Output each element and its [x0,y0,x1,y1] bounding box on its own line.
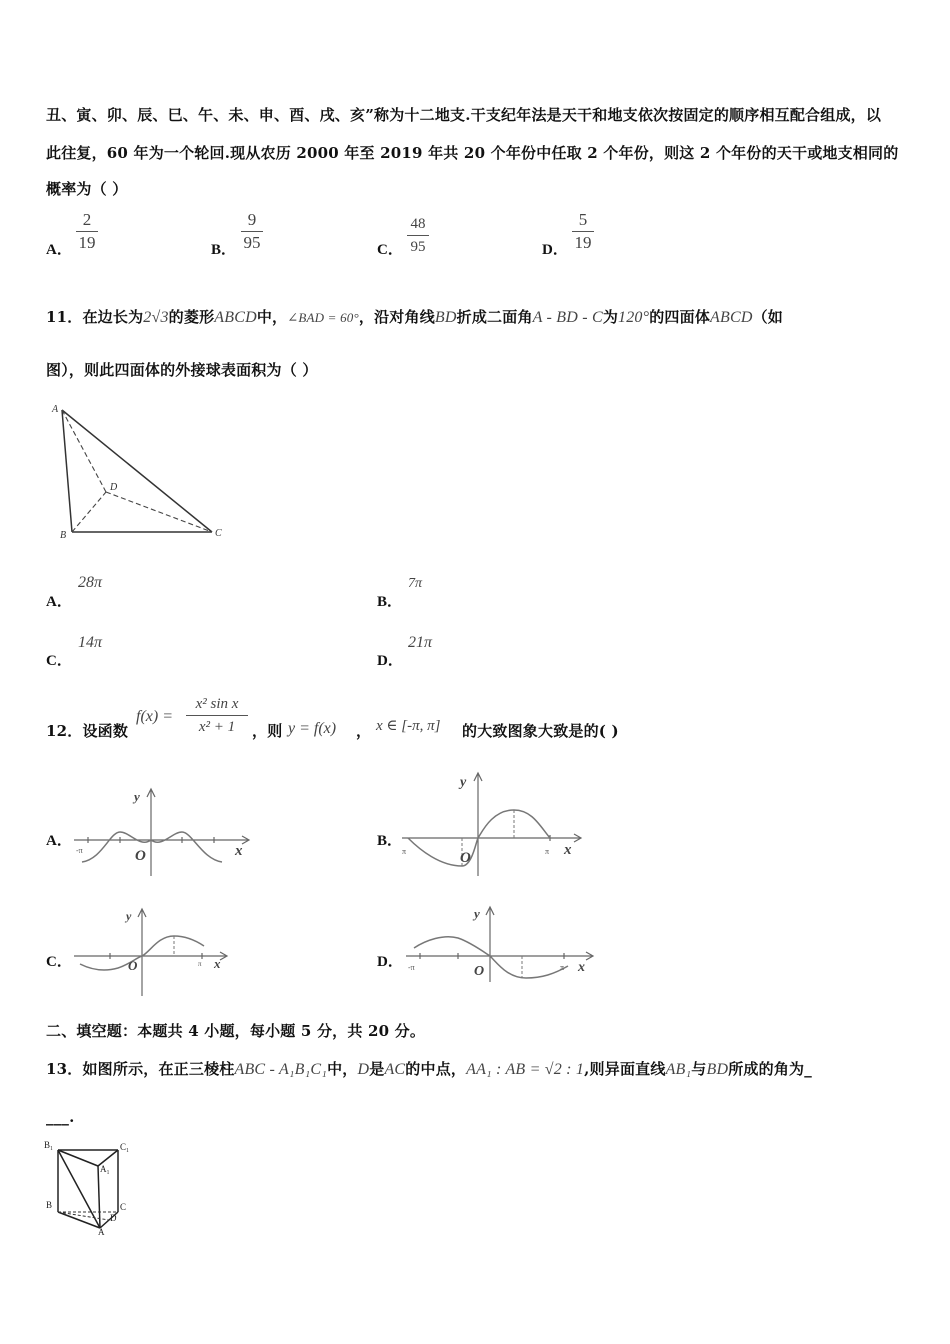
q11-option-a-label: A． [46,594,72,610]
q11-line1 [46,306,783,327]
q13-text-2: 中， [327,1060,358,1078]
q12-math-num: x² sin x [195,696,239,712]
q11-math-bd: BD [434,309,457,326]
q10-option-a-den: 19 [78,233,96,252]
q12a-origin-label: O [135,848,146,864]
q11-math-angle: ∠BAD = 60° [287,310,359,325]
q12-graph-b [400,770,586,878]
q12d-neg-pi-label: -π [408,963,415,972]
q12d-y-label: y [474,906,480,921]
q12a-x-label: x [235,843,243,859]
q11-math-tetra: ABCD [710,309,753,326]
q11-text-8: （如 [752,308,784,326]
q11-line2: 图），则此四面体的外接球表面积为（ ） [46,361,318,379]
q11-label-c: C [215,528,222,539]
q11-text-4: ，沿对角线 [358,308,435,326]
q13-math-ratio: AA₁ : AB = √2 : 1 [466,1061,585,1078]
q12b-pi-label: π [545,847,550,856]
q13-label-c: C [120,1202,127,1212]
q12a-neg-pi-label: -π [76,846,83,855]
q11-text-2: 的菱形 [168,308,215,326]
q10-option-c-den: 95 [410,239,426,255]
q12b-y-label: y [460,775,467,790]
q13-label-c1: C₁ [120,1142,130,1152]
q11-option-a-value: 28π [78,574,103,591]
q10-option-d-label: D． [542,242,568,258]
q12d-x-label: x [578,960,585,975]
q12-math-f: f(x) = [136,708,173,725]
q13-math-ab1: AB₁ [665,1061,692,1078]
q11-label-a: A [52,404,59,415]
q11-tetrahedron-figure [46,400,246,545]
q12-option-b-label: B． [377,833,403,849]
q12c-x-label: x [214,956,221,971]
q11-math-dihedral: A - BD - C [532,309,603,326]
q10-option-d-num: 5 [578,210,588,229]
q12-text-2: ，则 [252,722,283,740]
q11-text-7: 的四面体 [649,308,711,326]
q13-label-a: A [98,1227,105,1237]
q12-math-y: y = f(x) [288,720,337,737]
q12c-origin-label: O [128,958,138,973]
q10-line3: 概率为（ ） [46,180,128,198]
q11-option-d-value: 21π [408,634,433,651]
q10-option-a-label: A． [46,242,72,258]
q12-math-domain: x ∈ [-π, π] [376,718,441,734]
q12b-neg-pi-label: π [402,847,407,856]
q11-text-1: 11．在边长为 [46,308,144,326]
q12-graph-c [72,906,232,998]
q13-text-7: 所成的角为_ [728,1060,812,1078]
q11-option-c-value: 14π [78,634,103,651]
q13-label-a1: A₁ [100,1164,110,1174]
q13-text-6: 与 [691,1060,707,1078]
q12-math-fraction [186,694,248,737]
q10-option-c-fraction [407,214,429,257]
q10-option-b-label: B． [211,242,237,258]
q10-option-c-label: C． [377,242,403,258]
q13-label-b: B [46,1200,53,1210]
q10-option-b-num: 9 [247,210,257,229]
q11-math-abcd: ABCD [214,309,257,326]
q11-text-3: 中， [256,308,288,326]
q13-label-d: D [110,1213,117,1223]
q12d-pi-label: π [560,963,565,972]
q11-option-d-label: D． [377,653,403,669]
q10-option-a-num: 2 [82,210,92,229]
q13-line1 [46,1058,812,1079]
q10-line1: 丑、寅、卯、辰、巳、午、未、申、酉、戌、亥”称为十二地支.干支纪年法是天干和地支依次按固定的顺序相互配合组成，以 [46,106,882,124]
q12-math-den: x² + 1 [198,719,236,735]
q12-option-d-label: D． [377,954,403,970]
q10-option-a-fraction [76,210,98,253]
q13-text-5: ,则异面直线 [584,1060,666,1078]
q12b-x-label: x [564,842,572,858]
q12-prefix: 12．设函数 [46,722,129,740]
q12-graph-d [404,904,598,984]
q12a-y-label: y [134,789,140,804]
q12b-origin-label: O [460,850,471,866]
q13-math-ac: AC [384,1061,406,1078]
q12-graph-a [72,786,254,878]
q10-option-d-den: 19 [574,233,592,252]
q10-line2: 此往复，60 年为一个轮回.现从农历 2000 年至 2019 年共 20 个年份中任取 2 个年份，则这 2 个年份的天干或地支相同的 [46,144,899,162]
q13-math-d: D [357,1061,370,1078]
q12-text-3: ， [356,722,372,740]
q11-math-120: 120° [618,309,650,326]
q13-math-bd: BD [706,1061,729,1078]
q12c-pi-label: π [198,960,202,968]
q13-line2: ___. [46,1108,75,1126]
q11-option-b-value: 7π [408,576,423,591]
q13-math-prism: ABC - A₁B₁C₁ [234,1061,328,1078]
q11-label-d: D [110,482,118,493]
q10-option-b-fraction [241,210,263,253]
q11-text-5: 折成二面角 [456,308,533,326]
q10-option-c-num: 48 [410,216,426,232]
q13-text-1: 13．如图所示，在正三棱柱 [46,1060,235,1078]
q11-option-b-label: B． [377,594,403,610]
q12-option-c-label: C． [46,954,72,970]
q10-option-b-den: 95 [243,233,261,252]
q11-text-6: 为 [602,308,619,326]
section-2-heading: 二、填空题：本题共 4 小题，每小题 5 分，共 20 分。 [46,1022,426,1040]
q11-option-c-label: C． [46,653,72,669]
q13-text-3: 是 [369,1060,385,1078]
q11-label-b: B [60,530,67,541]
q12d-origin-label: O [474,964,485,979]
q12-text-4: 的大致图象大致是的( ) [462,722,619,740]
q11-math-side: 2√3 [143,309,169,326]
q13-prism-figure [42,1136,142,1236]
q12-option-a-label: A． [46,833,72,849]
q12c-y-label: y [126,909,132,923]
q10-option-d-fraction [572,210,594,253]
q13-text-4: 的中点， [405,1060,467,1078]
q13-label-b1: B₁ [44,1140,54,1150]
